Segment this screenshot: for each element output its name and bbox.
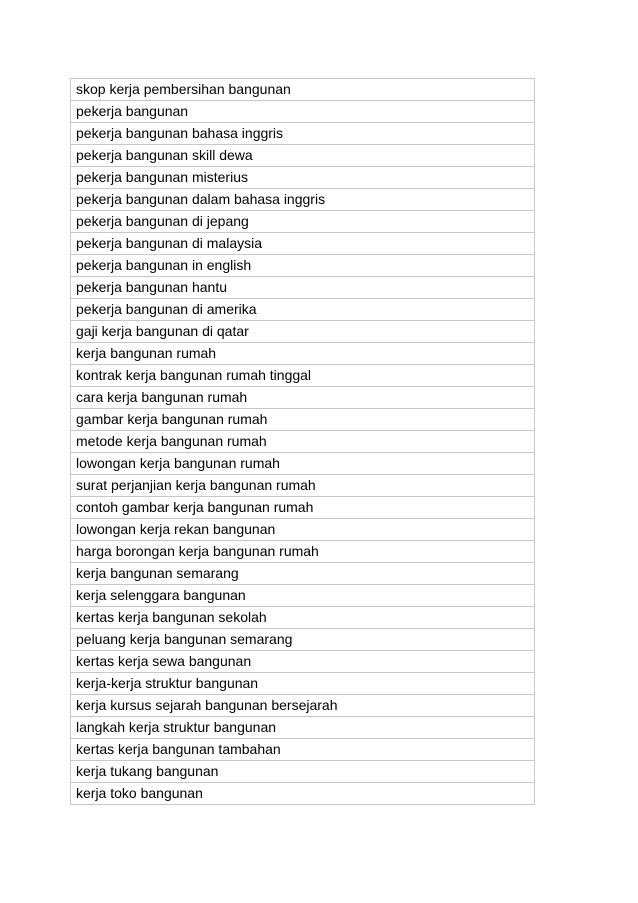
- table-row: [71, 739, 535, 761]
- table-cell: pekerja bangunan di amerika: [71, 299, 535, 321]
- table-row: [71, 431, 535, 453]
- table-row: [71, 497, 535, 519]
- table-row: [71, 387, 535, 409]
- table-row: [71, 101, 535, 123]
- table-cell: lowongan kerja bangunan rumah: [71, 453, 535, 475]
- table-cell: kerja toko bangunan: [71, 783, 535, 805]
- table-row: [71, 145, 535, 167]
- keyword-table: [70, 78, 535, 805]
- table-cell: contoh gambar kerja bangunan rumah: [71, 497, 535, 519]
- table-row: [71, 79, 535, 101]
- table-cell: pekerja bangunan bahasa inggris: [71, 123, 535, 145]
- table-row: [71, 585, 535, 607]
- table-cell: kerja selenggara bangunan: [71, 585, 535, 607]
- table-row: [71, 717, 535, 739]
- table-cell: langkah kerja struktur bangunan: [71, 717, 535, 739]
- table-row: [71, 123, 535, 145]
- table-cell: gaji kerja bangunan di qatar: [71, 321, 535, 343]
- table-row: [71, 607, 535, 629]
- table-row: [71, 519, 535, 541]
- keyword-table-body: [71, 79, 535, 805]
- table-cell: kerja tukang bangunan: [71, 761, 535, 783]
- table-row: [71, 409, 535, 431]
- table-row: [71, 695, 535, 717]
- table-row: [71, 211, 535, 233]
- table-cell: kerja-kerja struktur bangunan: [71, 673, 535, 695]
- table-cell: kertas kerja sewa bangunan: [71, 651, 535, 673]
- table-cell: pekerja bangunan in english: [71, 255, 535, 277]
- table-cell: kertas kerja bangunan tambahan: [71, 739, 535, 761]
- table-row: [71, 783, 535, 805]
- table-cell: kerja bangunan semarang: [71, 563, 535, 585]
- table-row: [71, 673, 535, 695]
- table-cell: harga borongan kerja bangunan rumah: [71, 541, 535, 563]
- table-cell: kerja bangunan rumah: [71, 343, 535, 365]
- table-cell: kontrak kerja bangunan rumah tinggal: [71, 365, 535, 387]
- table-cell: pekerja bangunan misterius: [71, 167, 535, 189]
- table-cell: pekerja bangunan dalam bahasa inggris: [71, 189, 535, 211]
- table-cell: kertas kerja bangunan sekolah: [71, 607, 535, 629]
- table-row: [71, 233, 535, 255]
- table-cell: pekerja bangunan di jepang: [71, 211, 535, 233]
- table-cell: skop kerja pembersihan bangunan: [71, 79, 535, 101]
- table-cell: pekerja bangunan skill dewa: [71, 145, 535, 167]
- table-cell: peluang kerja bangunan semarang: [71, 629, 535, 651]
- table-row: [71, 189, 535, 211]
- table-cell: pekerja bangunan hantu: [71, 277, 535, 299]
- table-row: [71, 299, 535, 321]
- table-row: [71, 475, 535, 497]
- table-cell: lowongan kerja rekan bangunan: [71, 519, 535, 541]
- table-row: [71, 541, 535, 563]
- table-row: [71, 563, 535, 585]
- table-cell: kerja kursus sejarah bangunan bersejarah: [71, 695, 535, 717]
- table-row: [71, 343, 535, 365]
- table-row: [71, 277, 535, 299]
- table-row: [71, 365, 535, 387]
- table-row: [71, 255, 535, 277]
- table-row: [71, 651, 535, 673]
- table-cell: metode kerja bangunan rumah: [71, 431, 535, 453]
- table-cell: surat perjanjian kerja bangunan rumah: [71, 475, 535, 497]
- table-cell: cara kerja bangunan rumah: [71, 387, 535, 409]
- table-row: [71, 453, 535, 475]
- table-cell: pekerja bangunan di malaysia: [71, 233, 535, 255]
- table-row: [71, 629, 535, 651]
- table-row: [71, 761, 535, 783]
- table-cell: gambar kerja bangunan rumah: [71, 409, 535, 431]
- table-row: [71, 167, 535, 189]
- table-cell: pekerja bangunan: [71, 101, 535, 123]
- table-row: [71, 321, 535, 343]
